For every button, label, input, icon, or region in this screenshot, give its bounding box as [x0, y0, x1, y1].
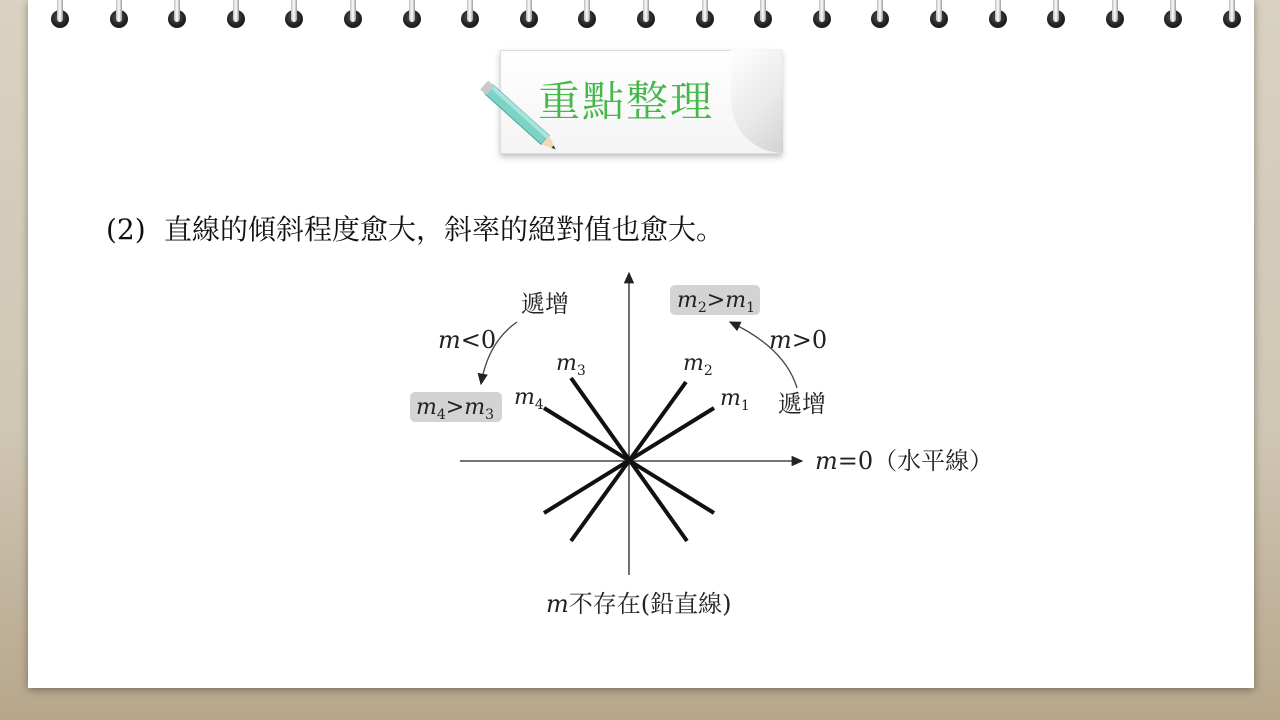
left-increase-label: 遞增	[521, 290, 569, 318]
label-m3: $m_3$	[556, 351, 586, 379]
label-m2: $m_2$	[683, 351, 713, 379]
right-condition: m>0	[769, 326, 828, 354]
label-m4: $m_4$	[514, 385, 544, 413]
left-condition: m<0	[438, 326, 497, 354]
right-comparison: $m_2>m_1$	[677, 288, 756, 316]
statement-number: (2)	[106, 213, 146, 246]
left-comparison: $m_4>m_3$	[416, 395, 495, 423]
label-m1: $m_1$	[720, 386, 750, 414]
statement-text: 直線的傾斜程度愈大，斜率的絕對值也愈大。	[164, 213, 725, 246]
page-title: 重點整理	[537, 77, 714, 126]
vertical-line-label: m不存在(鉛直線)	[546, 590, 732, 618]
right-increase-label: 遞增	[778, 390, 826, 418]
horizontal-line-label: m=0（水平線）	[815, 447, 994, 475]
